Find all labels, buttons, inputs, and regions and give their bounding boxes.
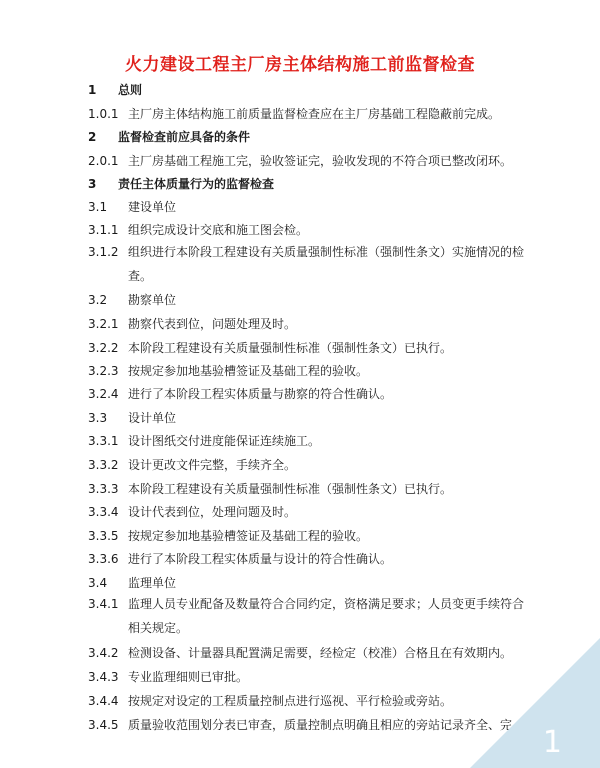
section-heading: [88, 176, 528, 192]
clause-line: [88, 693, 528, 709]
subsection-number: 3.3: [88, 411, 108, 425]
section-number: 3: [88, 177, 97, 191]
clause-text: 进行了本阶段工程实体质量与设计的符合性确认。: [128, 552, 393, 566]
clause-number: 3.4.2: [88, 646, 119, 660]
clause-line: [88, 106, 528, 122]
clause-text: 勘察代表到位，问题处理及时。: [128, 317, 297, 331]
clause-number: 3.3.4: [88, 505, 119, 519]
clause-number: 3.2.3: [88, 364, 119, 378]
clause-line: [88, 340, 528, 356]
section-number: 2: [88, 130, 97, 144]
clause-text: 组织进行本阶段工程建设有关质量强制性标准（强制性条文）实施情况的检查。: [128, 245, 525, 283]
section-heading: [88, 129, 528, 145]
subsection-number: 3.4: [88, 576, 108, 590]
clause-text: 主厂房主体结构施工前质量监督检查应在主厂房基础工程隐蔽前完成。: [128, 107, 501, 121]
section-text: 总则: [118, 83, 143, 97]
section-text: 责任主体质量行为的监督检查: [118, 177, 275, 191]
clause-line: [88, 457, 528, 473]
clause-line: [88, 481, 528, 497]
clause-text: 检测设备、计量器具配置满足需要，经检定（校准）合格且在有效期内。: [128, 646, 513, 660]
clause-number: 3.2.1: [88, 317, 119, 331]
clause-text: 组织完成设计交底和施工图会检。: [128, 223, 309, 237]
subsection-line: [88, 199, 528, 215]
subsection-text: 建设单位: [128, 200, 177, 214]
clause-line: [88, 551, 528, 567]
section-number: 1: [88, 83, 97, 97]
clause-number: 3.4.5: [88, 718, 119, 732]
clause-text: 进行了本阶段工程实体质量与勘察的符合性确认。: [128, 387, 393, 401]
subsection-line: [88, 575, 528, 591]
clause-text: 设计代表到位，处理问题及时。: [128, 505, 297, 519]
subsection-line: [88, 410, 528, 426]
subsection-line: [88, 292, 528, 308]
page-number: 1: [542, 725, 562, 760]
clause-number: 3.3.6: [88, 552, 119, 566]
clause-number: 3.1.2: [88, 245, 119, 259]
clause-text: 本阶段工程建设有关质量强制性标准（强制性条文）已执行。: [128, 482, 453, 496]
clause-text: 本阶段工程建设有关质量强制性标准（强制性条文）已执行。: [128, 341, 453, 355]
clause-text: 设计更改文件完整，手续齐全。: [128, 458, 297, 472]
clause-text: 设计图纸交付进度能保证连续施工。: [128, 434, 321, 448]
clause-text: 监理人员专业配备及数量符合合同约定，资格满足要求；人员变更手续符合相关规定。: [128, 597, 525, 635]
clause-number: 3.4.1: [88, 597, 119, 611]
clause-line: [88, 645, 528, 661]
document-title: 火力建设工程主厂房主体结构施工前监督检查: [125, 55, 475, 75]
clause-line: [88, 153, 528, 169]
clause-text: 主厂房基础工程施工完，验收签证完，验收发现的不符合项已整改闭环。: [128, 154, 513, 168]
subsection-text: 勘察单位: [128, 293, 177, 307]
page-corner-decoration: [470, 638, 600, 768]
clause-line: [88, 363, 528, 379]
clause-number: 2.0.1: [88, 154, 119, 168]
clause-line: [88, 222, 528, 238]
clause-number: 3.2.4: [88, 387, 119, 401]
clause-number: 3.3.3: [88, 482, 119, 496]
clause-line: [88, 316, 528, 332]
clause-text: 专业监理细则已审批。: [128, 670, 249, 684]
clause-line: [88, 433, 528, 449]
clause-line: [88, 669, 528, 685]
clause-line: [88, 240, 528, 288]
subsection-number: 3.1: [88, 200, 108, 214]
clause-text: 按规定对设定的工程质量控制点进行巡视、平行检验或旁站。: [128, 694, 453, 708]
clause-number: 3.3.5: [88, 529, 119, 543]
clause-line: [88, 386, 528, 402]
section-heading: [88, 82, 528, 98]
clause-number: 3.1.1: [88, 223, 119, 237]
clause-number: 3.3.2: [88, 458, 119, 472]
clause-line: [88, 717, 528, 733]
clause-number: 1.0.1: [88, 107, 119, 121]
section-text: 监督检查前应具备的条件: [118, 130, 251, 144]
subsection-text: 监理单位: [128, 576, 177, 590]
clause-line: [88, 504, 528, 520]
clause-number: 3.4.4: [88, 694, 119, 708]
corner-triangle: [470, 638, 600, 768]
clause-number: 3.3.1: [88, 434, 119, 448]
clause-line: [88, 592, 528, 640]
clause-text: 质量验收范围划分表已审查，质量控制点明确且相应的旁站记录齐全、完: [128, 718, 513, 732]
subsection-text: 设计单位: [128, 411, 177, 425]
subsection-number: 3.2: [88, 293, 108, 307]
clause-number: 3.4.3: [88, 670, 119, 684]
clause-text: 按规定参加地基验槽签证及基础工程的验收。: [128, 529, 369, 543]
clause-text: 按规定参加地基验槽签证及基础工程的验收。: [128, 364, 369, 378]
clause-line: [88, 528, 528, 544]
clause-number: 3.2.2: [88, 341, 119, 355]
